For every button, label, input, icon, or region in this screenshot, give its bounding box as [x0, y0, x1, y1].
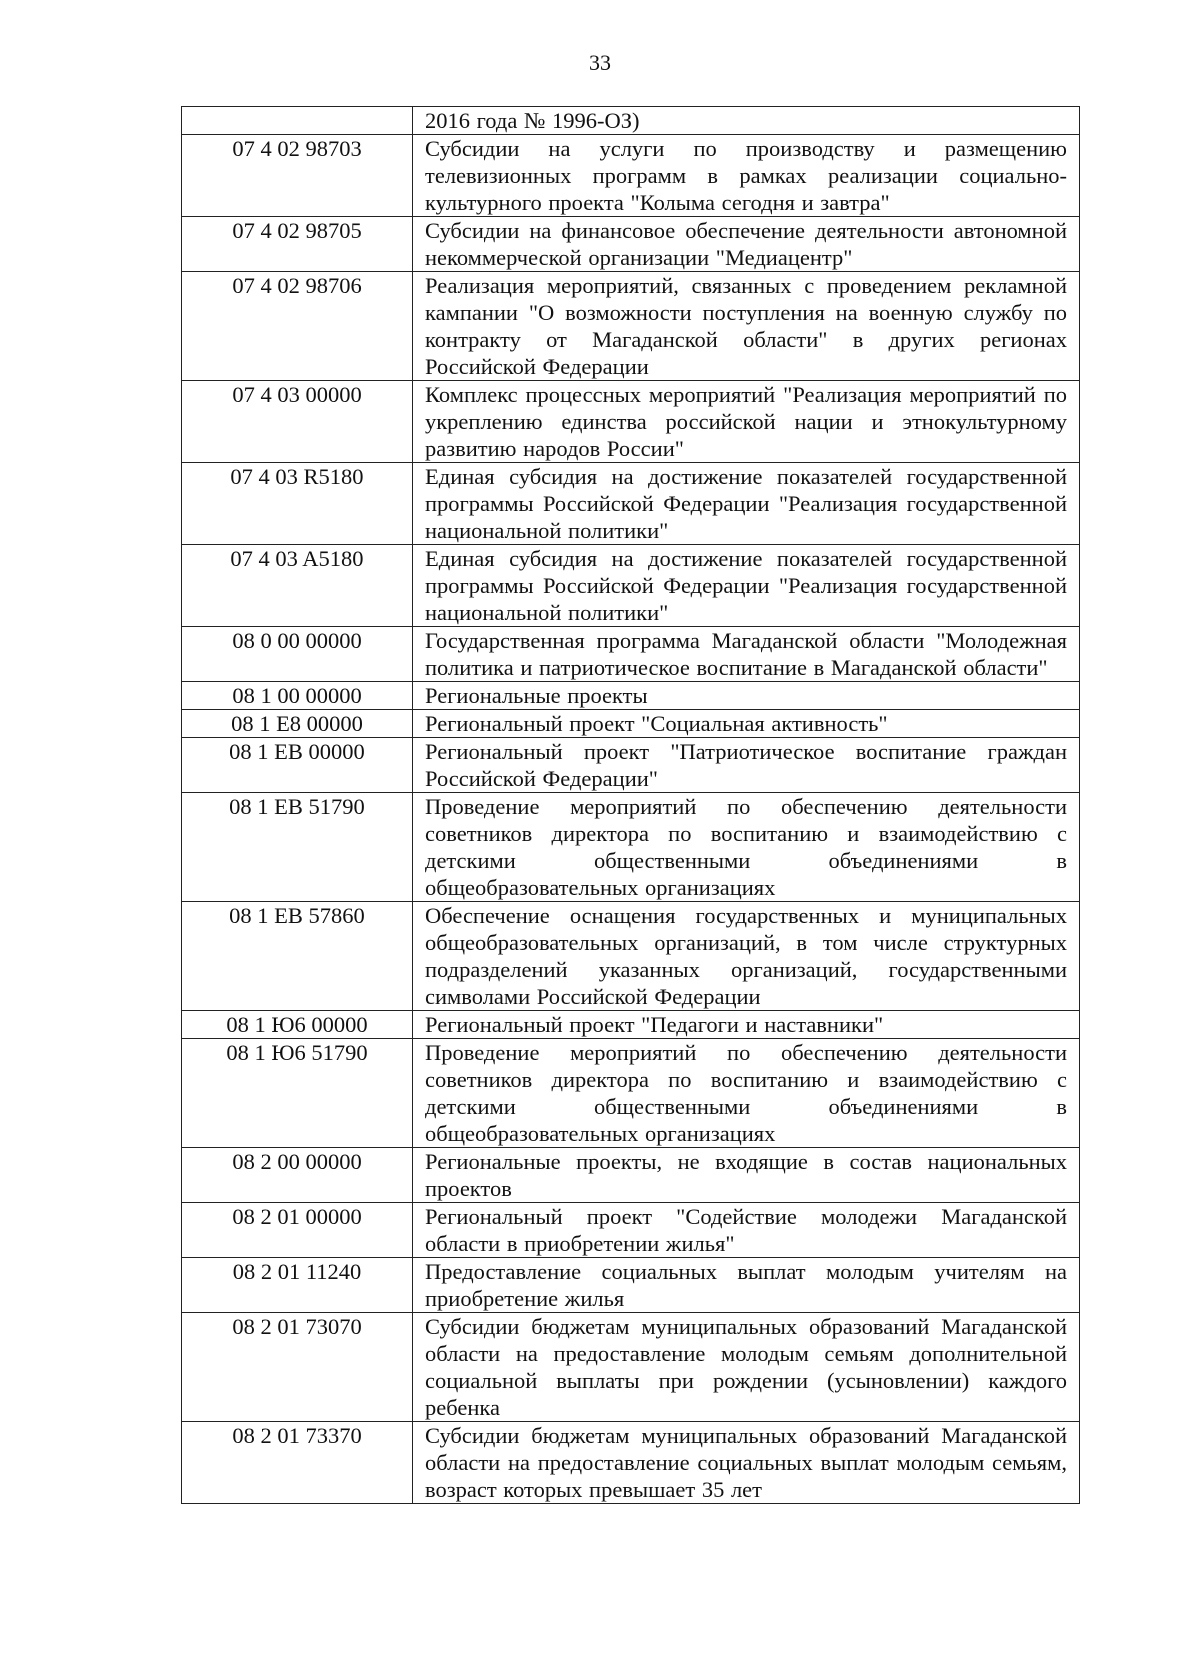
table-row [182, 217, 1080, 272]
code-cell: 08 1 EB 57860 [182, 902, 413, 1011]
table-row [182, 793, 1080, 902]
table-row [182, 1313, 1080, 1422]
description-cell: Региональные проекты [413, 682, 1080, 710]
table-row [182, 1011, 1080, 1039]
description-cell: Субсидии бюджетам муниципальных образований Магаданской области на предоставление социальных выплат молодым семьям, возраст которых превышает 35 лет [413, 1422, 1080, 1504]
table-row [182, 545, 1080, 627]
table-row [182, 272, 1080, 381]
table-row [182, 1203, 1080, 1258]
code-cell: 08 2 00 00000 [182, 1148, 413, 1203]
description-cell: Единая субсидия на достижение показателей государственной программы Российской Федерации "Реализация государственной национальной политики" [413, 545, 1080, 627]
description-cell: 2016 года № 1996-ОЗ) [413, 107, 1080, 135]
code-cell: 07 4 02 98706 [182, 272, 413, 381]
table-row [182, 1039, 1080, 1148]
table-row [182, 627, 1080, 682]
code-cell: 08 1 Ю6 51790 [182, 1039, 413, 1148]
description-cell: Проведение мероприятий по обеспечению деятельности советников директора по воспитанию и взаимодействию с детскими общественными объединениями в общеобразовательных организациях [413, 793, 1080, 902]
description-cell: Государственная программа Магаданской области "Молодежная политика и патриотическое воспитание в Магаданской области" [413, 627, 1080, 682]
description-cell: Реализация мероприятий, связанных с проведением рекламной кампании "О возможности поступления на военную службу по контракту от Магаданской области" в других регионах Российской Федерации [413, 272, 1080, 381]
description-cell: Обеспечение оснащения государственных и муниципальных общеобразовательных организаций, в том числе структурных подразделений указанных организаций, государственными символами Российской Федерации [413, 902, 1080, 1011]
table-row [182, 1258, 1080, 1313]
table-row [182, 1422, 1080, 1504]
code-cell: 08 2 01 73070 [182, 1313, 413, 1422]
code-cell: 08 1 E8 00000 [182, 710, 413, 738]
code-cell [182, 107, 413, 135]
description-cell: Региональный проект "Педагоги и наставники" [413, 1011, 1080, 1039]
code-cell: 08 1 Ю6 00000 [182, 1011, 413, 1039]
table-row [182, 463, 1080, 545]
table-row [182, 738, 1080, 793]
code-cell: 07 4 02 98705 [182, 217, 413, 272]
code-cell: 08 2 01 00000 [182, 1203, 413, 1258]
table-row [182, 682, 1080, 710]
budget-codes-table [181, 106, 1080, 1504]
table-row [182, 107, 1080, 135]
description-cell: Комплекс процессных мероприятий "Реализация мероприятий по укреплению единства российской нации и этнокультурному развитию народов России" [413, 381, 1080, 463]
description-cell: Проведение мероприятий по обеспечению деятельности советников директора по воспитанию и взаимодействию с детскими общественными объединениями в общеобразовательных организациях [413, 1039, 1080, 1148]
code-cell: 08 1 EB 51790 [182, 793, 413, 902]
description-cell: Субсидии бюджетам муниципальных образований Магаданской области на предоставление молодым семьям дополнительной социальной выплаты при рождении (усыновлении) каждого ребенка [413, 1313, 1080, 1422]
table-row [182, 710, 1080, 738]
description-cell: Региональный проект "Социальная активность" [413, 710, 1080, 738]
code-cell: 07 4 02 98703 [182, 135, 413, 217]
code-cell: 07 4 03 00000 [182, 381, 413, 463]
description-cell: Региональный проект "Содействие молодежи Магаданской области в приобретении жилья" [413, 1203, 1080, 1258]
table-row [182, 381, 1080, 463]
code-cell: 07 4 03 R5180 [182, 463, 413, 545]
description-cell: Региональные проекты, не входящие в состав национальных проектов [413, 1148, 1080, 1203]
code-cell: 08 1 EB 00000 [182, 738, 413, 793]
description-cell: Предоставление социальных выплат молодым учителям на приобретение жилья [413, 1258, 1080, 1313]
code-cell: 07 4 03 A5180 [182, 545, 413, 627]
code-cell: 08 2 01 11240 [182, 1258, 413, 1313]
description-cell: Единая субсидия на достижение показателей государственной программы Российской Федерации "Реализация государственной национальной политики" [413, 463, 1080, 545]
description-cell: Субсидии на услуги по производству и размещению телевизионных программ в рамках реализации социально-культурного проекта "Колыма сегодня и завтра" [413, 135, 1080, 217]
page-number: 33 [589, 50, 611, 75]
code-cell: 08 0 00 00000 [182, 627, 413, 682]
table-row [182, 1148, 1080, 1203]
description-cell: Субсидии на финансовое обеспечение деятельности автономной некоммерческой организации "Медиацентр" [413, 217, 1080, 272]
code-cell: 08 2 01 73370 [182, 1422, 413, 1504]
code-cell: 08 1 00 00000 [182, 682, 413, 710]
description-cell: Региональный проект "Патриотическое воспитание граждан Российской Федерации" [413, 738, 1080, 793]
table-row [182, 135, 1080, 217]
table-row [182, 902, 1080, 1011]
